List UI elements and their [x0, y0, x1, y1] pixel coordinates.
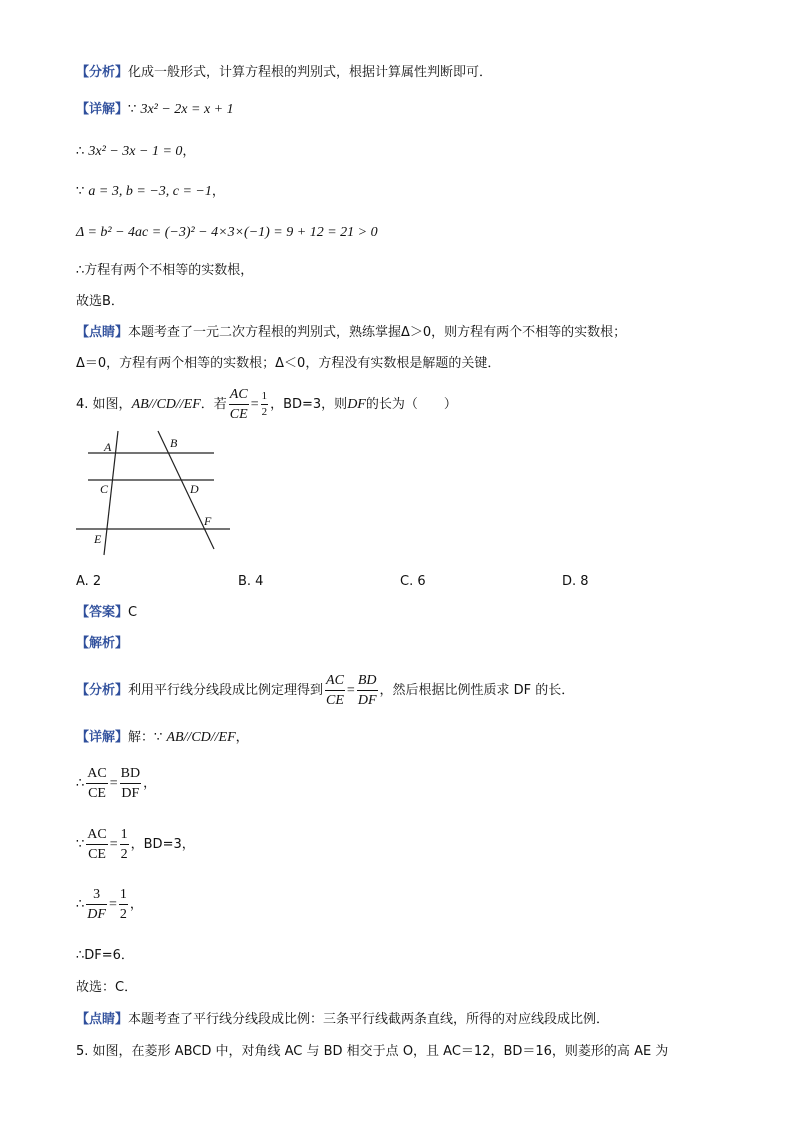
label-a: A [104, 440, 112, 454]
numerator: 1 [119, 885, 128, 905]
because-symbol: ∵ [128, 102, 137, 117]
fraction-ac-ce [325, 671, 345, 710]
denominator: 2 [119, 907, 127, 922]
fraction-ac-ce [229, 385, 249, 424]
numerator: AC [86, 764, 107, 784]
equals-sign: = [108, 897, 117, 912]
label-d: D [190, 482, 199, 496]
coefficients: a = 3, b = −3, c = −1 [88, 184, 212, 199]
punct: ， [129, 897, 143, 912]
because-symbol: ∵ [76, 837, 85, 852]
fraction-3-df [86, 885, 107, 924]
detail-tag: 【详解】 [76, 730, 129, 745]
equation-general: 3x² − 3x − 1 = 0 [88, 144, 183, 159]
because-symbol: ∵ [76, 184, 85, 199]
choose-line: 故选B． [76, 294, 124, 309]
fraction-half [120, 825, 129, 864]
stem-text: 如图，在菱形 ABCD 中，对角线 AC 与 BD 相交于点 O，且 AC＝12，BD＝16，则菱形的高 AE 为 [92, 1044, 669, 1059]
step-general-form [76, 143, 195, 161]
stem-given: ，BD=3，则 [270, 397, 348, 412]
detail-pre: 解：∵ [128, 730, 163, 745]
denominator: DF [357, 693, 377, 708]
analysis-line [76, 64, 492, 82]
equals-sign: = [250, 397, 259, 412]
numerator: 1 [120, 825, 129, 845]
q4-substitute-step [76, 884, 143, 926]
parallel-lines-figure [70, 425, 240, 560]
fraction-ac-ce [86, 825, 107, 864]
comment-line-1 [76, 324, 626, 342]
step-discriminant [76, 224, 378, 242]
explain-line [76, 635, 128, 653]
comment-text-1: 本题考查了一元二次方程根的判别式，熟练掌握Δ＞0，则方程有两个不相等的实数根； [128, 325, 627, 340]
step-coefficients [76, 183, 225, 201]
analysis-tag: 【分析】 [76, 683, 129, 698]
label-e: E [94, 532, 102, 546]
explain-tag: 【解析】 [76, 636, 129, 651]
comment-tag: 【点睛】 [76, 1012, 129, 1027]
numerator: BD [120, 764, 141, 784]
question-4-stem [76, 385, 457, 424]
label-f: F [204, 514, 212, 528]
denominator: CE [229, 407, 248, 422]
denominator: CE [88, 847, 106, 862]
detail-line [76, 101, 234, 119]
stem-mid: ．若 [200, 397, 227, 412]
denominator: 2 [261, 406, 268, 418]
conclusion-line: ∴方程有两个不相等的实数根， [76, 263, 254, 278]
numerator: AC [86, 825, 107, 845]
parallel-lines: AB//CD//EF [131, 397, 201, 412]
detail-tag: 【详解】 [76, 102, 129, 117]
q4-proportion-step [76, 763, 156, 805]
fraction-bd-df [357, 671, 378, 710]
numerator: BD [357, 671, 378, 691]
fraction-bd-df [120, 764, 141, 803]
therefore-symbol: ∴ [76, 776, 85, 791]
fraction-ac-ce [86, 764, 107, 803]
denominator: DF [121, 786, 140, 801]
equals-sign: = [109, 837, 118, 852]
comment-tag: 【点睛】 [76, 325, 129, 340]
q4-detail-line [76, 729, 249, 747]
denominator: CE [326, 693, 344, 708]
stem-pre: 如图， [92, 397, 132, 412]
question-number: 4. [76, 397, 89, 412]
comment-text: 本题考查了平行线分线段成比例：三条平行线截两条直线，所得的对应线段成比例． [128, 1012, 610, 1027]
numerator: AC [325, 671, 345, 691]
denominator: 2 [120, 847, 128, 862]
question-number: 5. [76, 1044, 89, 1059]
denominator: CE [88, 786, 106, 801]
analysis-text: 化成一般形式，计算方程根的判别式，根据计算属性判断即可． [128, 65, 493, 80]
q4-analysis-line [76, 671, 574, 711]
answer-line [76, 604, 137, 622]
punct: ， [143, 776, 157, 791]
fraction-half [261, 389, 269, 420]
bd-given: ，BD=3， [130, 837, 195, 852]
numerator: 1 [261, 389, 269, 405]
numerator: AC [229, 385, 249, 405]
equals-sign: = [346, 683, 355, 698]
label-c: C [100, 482, 109, 496]
question-5-stem [76, 1043, 668, 1061]
answer-tag: 【答案】 [76, 605, 129, 620]
q4-comment-line [76, 1011, 609, 1029]
equation-original: 3x² − 2x = x + 1 [140, 102, 234, 117]
equals-sign: = [109, 776, 118, 791]
fraction-half [119, 885, 128, 924]
punct: ， [182, 144, 196, 159]
stem-post: 的长为（ ） [365, 397, 457, 412]
label-b: B [170, 436, 178, 450]
answer-value: C [128, 605, 138, 620]
numerator: 3 [86, 885, 107, 905]
q4-given-step [76, 824, 195, 866]
therefore-symbol: ∴ [76, 897, 85, 912]
punct: ， [235, 730, 249, 745]
option-d[interactable]: D. 8 [562, 574, 589, 589]
parallel-lines: AB//CD//EF [166, 730, 236, 745]
option-c[interactable]: C. 6 [400, 574, 426, 589]
q4-choose-line: 故选：C． [76, 980, 138, 995]
transversal-bdf [158, 431, 214, 549]
therefore-symbol: ∴ [76, 144, 85, 159]
denominator: DF [87, 907, 106, 922]
analysis-tag: 【分析】 [76, 65, 129, 80]
option-b[interactable]: B. 4 [238, 574, 264, 589]
comment-line-2: Δ＝0，方程有两个相等的实数根；Δ＜0，方程没有实数根是解题的关键． [76, 356, 501, 371]
stem-df: DF [347, 397, 366, 412]
analysis-post: ，然后根据比例性质求 DF 的长． [379, 683, 575, 698]
analysis-pre: 利用平行线分线段成比例定理得到 [128, 683, 324, 698]
punct: ， [211, 184, 225, 199]
q4-result-line: ∴DF=6． [76, 948, 134, 963]
option-a[interactable]: A. 2 [76, 574, 102, 589]
discriminant-equation: Δ = b² − 4ac = (−3)² − 4×3×(−1) = 9 + 12 = 21 > 0 [76, 225, 378, 240]
